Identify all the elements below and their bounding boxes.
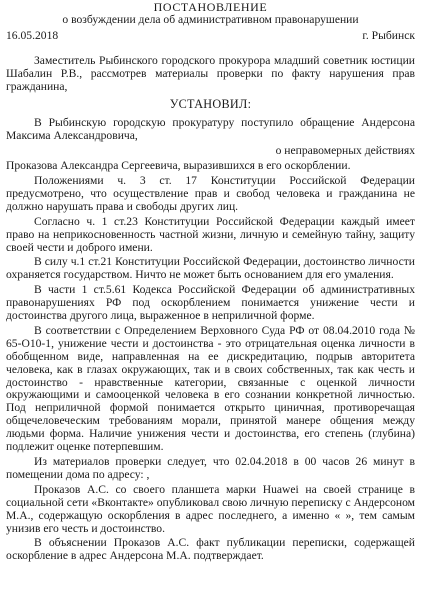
paragraph-4: В силу ч.1 ст.21 Конституции Российской Федерации, достоинство личности охраняется государством. Ничто не может быть основанием для его умаления. bbox=[6, 255, 415, 282]
paragraph-9: В объяснении Проказов А.С. факт публикации переписки, содержащей оскорбление в адрес Андерсона М.А. подтверждает. bbox=[6, 536, 415, 563]
document-subtitle: о возбуждении дела об административном правонарушении bbox=[62, 12, 359, 26]
paragraph-8: Проказов А.С. со своего планшета марки Huawei на своей странице в социальной сети «Вконтакте» опубликовал свою личную переписку с Андерсоном М.А., содержащую оскорбления в адрес последнего, а именно « », тем самым унизив его честь и достоинство. bbox=[6, 482, 415, 535]
document-date: 16.05.2018 bbox=[6, 28, 59, 42]
intro-paragraph: Заместитель Рыбинского городского прокурора младший советник юстиции Шабалин Р.В., рассмотрев материалы проверки по факту нарушения прав гражданина, bbox=[6, 53, 415, 93]
paragraph-1-line-2: о неправомерных действиях bbox=[275, 144, 415, 158]
paragraph-2: Положениями ч. 3 ст. 17 Конституции Российской Федерации предусмотрено, что осуществление прав и свобод человека и гражданина не должно нарушать права и свободы других лиц. bbox=[6, 173, 415, 213]
document-title: ПОСТАНОВЛЕНИЕ bbox=[153, 0, 268, 14]
document-city: г. Рыбинск bbox=[362, 28, 415, 42]
paragraph-5: В части 1 ст.5.61 Кодекса Российской Федерации об административных правонарушениях РФ под оскорблением понимается унижение чести и достоинства другого лица, выраженное в неприличной форме. bbox=[6, 283, 415, 323]
date-row bbox=[6, 30, 415, 43]
paragraph-3: Согласно ч. 1 ст.23 Конституции Российской Федерации каждый имеет право на неприкосновенность частной жизни, личную и семейную тайну, защиту своей чести и доброго имени. bbox=[6, 214, 415, 254]
paragraph-1-line-3: Проказова Александра Сергеевича, выразившихся в его оскорблении. bbox=[6, 159, 351, 173]
paragraph-6: В соответствии с Определением Верховного Суда РФ от 08.04.2010 года № 65-О10-1, унижение чести и достоинства - это отрицательная оценка личности в обобщенном виде, направленная на ее дискредитацию, подрыв авторитета человека, как в глазах окружающих, так и в своих собственных, так как честь и достоинство - нравственные категории, связанные с оценкой личности окружающими и самооценкой человека в его сознании конкретной личностью. Под неприличной формой понимается открыто циничная, противоречащая общечеловеческим требованиям морали, принятой манере общения между людьми форма. Наличие унижения чести и достоинства, его степень (глубина) подлежит оценке потерпевшим. bbox=[6, 323, 415, 454]
paragraph-7: Из материалов проверки следует, что 02.04.2018 в 00 часов 26 минут в помещении дома по адресу: , bbox=[6, 455, 415, 481]
paragraph-1-line-1: В Рыбинскую городскую прокуратуру поступило обращение Андерсона Максима Александровича, bbox=[6, 116, 415, 143]
section-heading: УСТАНОВИЛ: bbox=[169, 97, 252, 112]
